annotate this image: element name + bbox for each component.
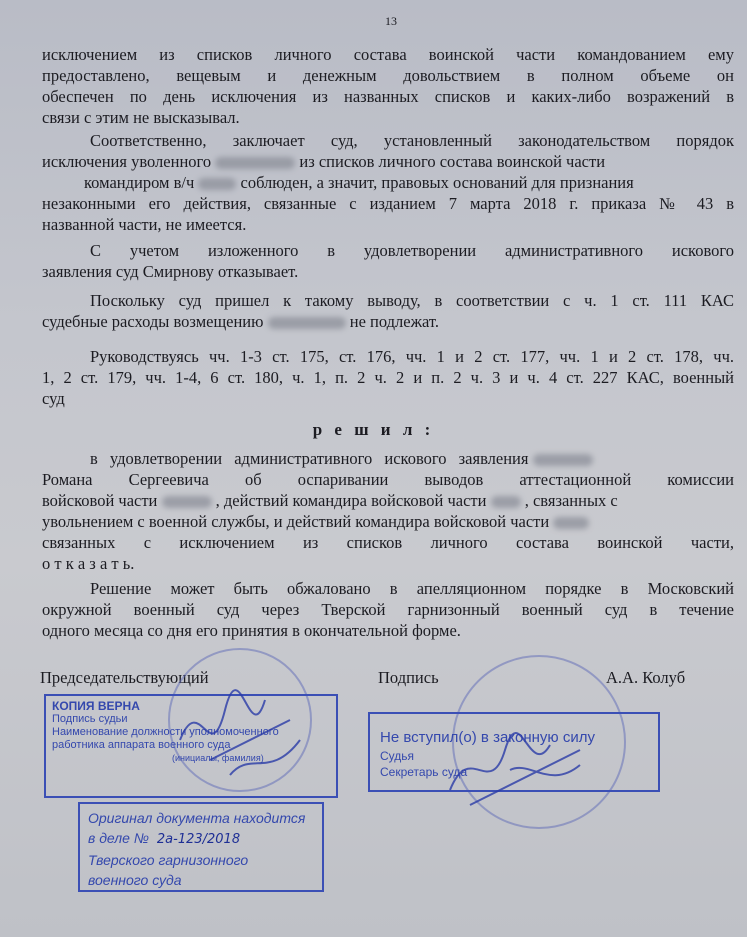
text-line: связи с этим не высказывал.: [42, 108, 240, 127]
paragraph-appeal: [42, 578, 734, 641]
stamp-line: Секретарь суда: [380, 765, 468, 779]
text-line: [42, 511, 734, 532]
stamp-line: Подпись судьи: [52, 713, 128, 725]
text-fragment: в удовлетворении административного искового заявления: [90, 449, 529, 468]
text-line: [42, 311, 734, 332]
text-line: предоставлено, вещевым и денежным довольствием в полном объеме он: [42, 66, 734, 85]
redacted-unit: [491, 496, 521, 508]
text-line: одного месяца со дня его принятия в окончательной форме.: [42, 621, 461, 640]
text-line: связанных с исключением из списков личного состава воинской части,: [42, 533, 734, 552]
stamp-line: Наименование должности уполномоченного: [52, 726, 279, 738]
text-line: суд: [42, 389, 65, 408]
text-fragment: , действий командира войсковой части: [215, 491, 487, 510]
text-line: [42, 151, 734, 172]
handwritten-case-number: 2а-123/2018: [156, 832, 241, 847]
stamp-line: Судья: [380, 749, 415, 763]
text-line: Романа Сергеевича об оспаривании выводов аттестационной комиссии: [42, 470, 734, 489]
redacted-name: [215, 157, 295, 169]
stamp-line: работника аппарата военного суда: [52, 739, 231, 751]
signature-scribble-icon: [440, 720, 590, 810]
text-line: обеспечен по день исключения из названных списков и каких-либо возражений в: [42, 87, 734, 106]
page-number: 13: [385, 14, 397, 28]
redacted-surname: [533, 454, 593, 466]
text-line: [42, 490, 734, 511]
redacted-name: [268, 317, 346, 329]
paragraph-legal-basis: [42, 346, 734, 409]
paragraph-continuation: [42, 44, 734, 128]
text-fragment: командиром в/ч: [84, 173, 195, 192]
text-line: Поскольку суд пришел к такому выводу, в соответствии с ч. 1 ст. 111 КАС: [90, 291, 734, 310]
text-fragment: , связанных с: [524, 491, 618, 510]
text-fragment: исключения уволенного: [42, 152, 212, 171]
text-line: Руководствуясь чч. 1-3 ст. 175, ст. 176, чч. 1 и 2 ст. 177, чч. 1 и 2 ст. 178, чч.: [90, 347, 734, 366]
stamp-title: КОПИЯ ВЕРНА: [52, 699, 140, 713]
text-fragment: не подлежат.: [349, 312, 439, 331]
text-line: Решение может быть обжаловано в апелляционном порядке в Московский: [90, 579, 734, 598]
text-line: названной части, не имеется.: [42, 215, 247, 234]
stamp-line: Не вступил(о) в законную силу: [380, 729, 595, 746]
paragraph-decision: [42, 448, 734, 574]
text-line: исключением из списков личного состава воинской части командованием ему: [42, 45, 734, 64]
text-fragment: соблюден, а значит, правовых оснований для признания: [240, 173, 634, 192]
presiding-label: Председательствующий: [40, 668, 209, 687]
stamp-line: военного суда: [88, 872, 182, 888]
text-fragment: увольнением с военной службы, и действий командира войсковой части: [42, 512, 550, 531]
text-fragment: из списков личного состава воинской части: [299, 152, 606, 171]
text-fragment: войсковой части: [42, 491, 158, 510]
text-line: С учетом изложенного в удовлетворении административного искового: [90, 241, 734, 260]
signature-scribble-icon: [170, 680, 310, 790]
text-line: Соответственно, заключает суд, установленный законодательством порядок: [90, 131, 734, 150]
stamp-label: в деле №: [88, 830, 149, 846]
text-line: о т к а з а т ь.: [42, 554, 135, 573]
paragraph-procedure: [42, 130, 734, 235]
stamp-line: Тверского гарнизонного: [88, 852, 249, 868]
text-line: окружной военный суд через Тверской гарнизонный военный суд в течение: [42, 600, 734, 619]
paragraph-refusal: [42, 240, 734, 282]
text-line: заявления суд Смирнову отказывает.: [42, 262, 299, 281]
judge-name: А.А. Колуб: [606, 668, 686, 687]
stamp-line: (инициалы, фамилия): [172, 753, 264, 763]
resolve-heading: р е ш и л :: [312, 420, 435, 439]
text-line: [42, 448, 734, 469]
text-line: незаконными его действия, связанные с изданием 7 марта 2018 г. приказа № 43 в: [42, 194, 734, 213]
text-line: [42, 172, 734, 193]
signature-label: Подпись: [378, 668, 439, 687]
paragraph-costs: [42, 290, 734, 332]
redacted-unit: [198, 178, 236, 190]
text-fragment: судебные расходы возмещению: [42, 312, 264, 331]
original-location-stamp: [78, 802, 324, 892]
redacted-unit: [162, 496, 212, 508]
stamp-line: Оригинал документа находится: [88, 810, 306, 826]
text-line: 1, 2 ст. 179, чч. 1-4, 6 ст. 180, ч. 1, п. 2 ч. 2 и п. 2 ч. 3 и ч. 4 ст. 227 КАС, военный: [42, 368, 734, 387]
redacted-unit: [553, 517, 589, 529]
stamp-line: [88, 828, 314, 850]
